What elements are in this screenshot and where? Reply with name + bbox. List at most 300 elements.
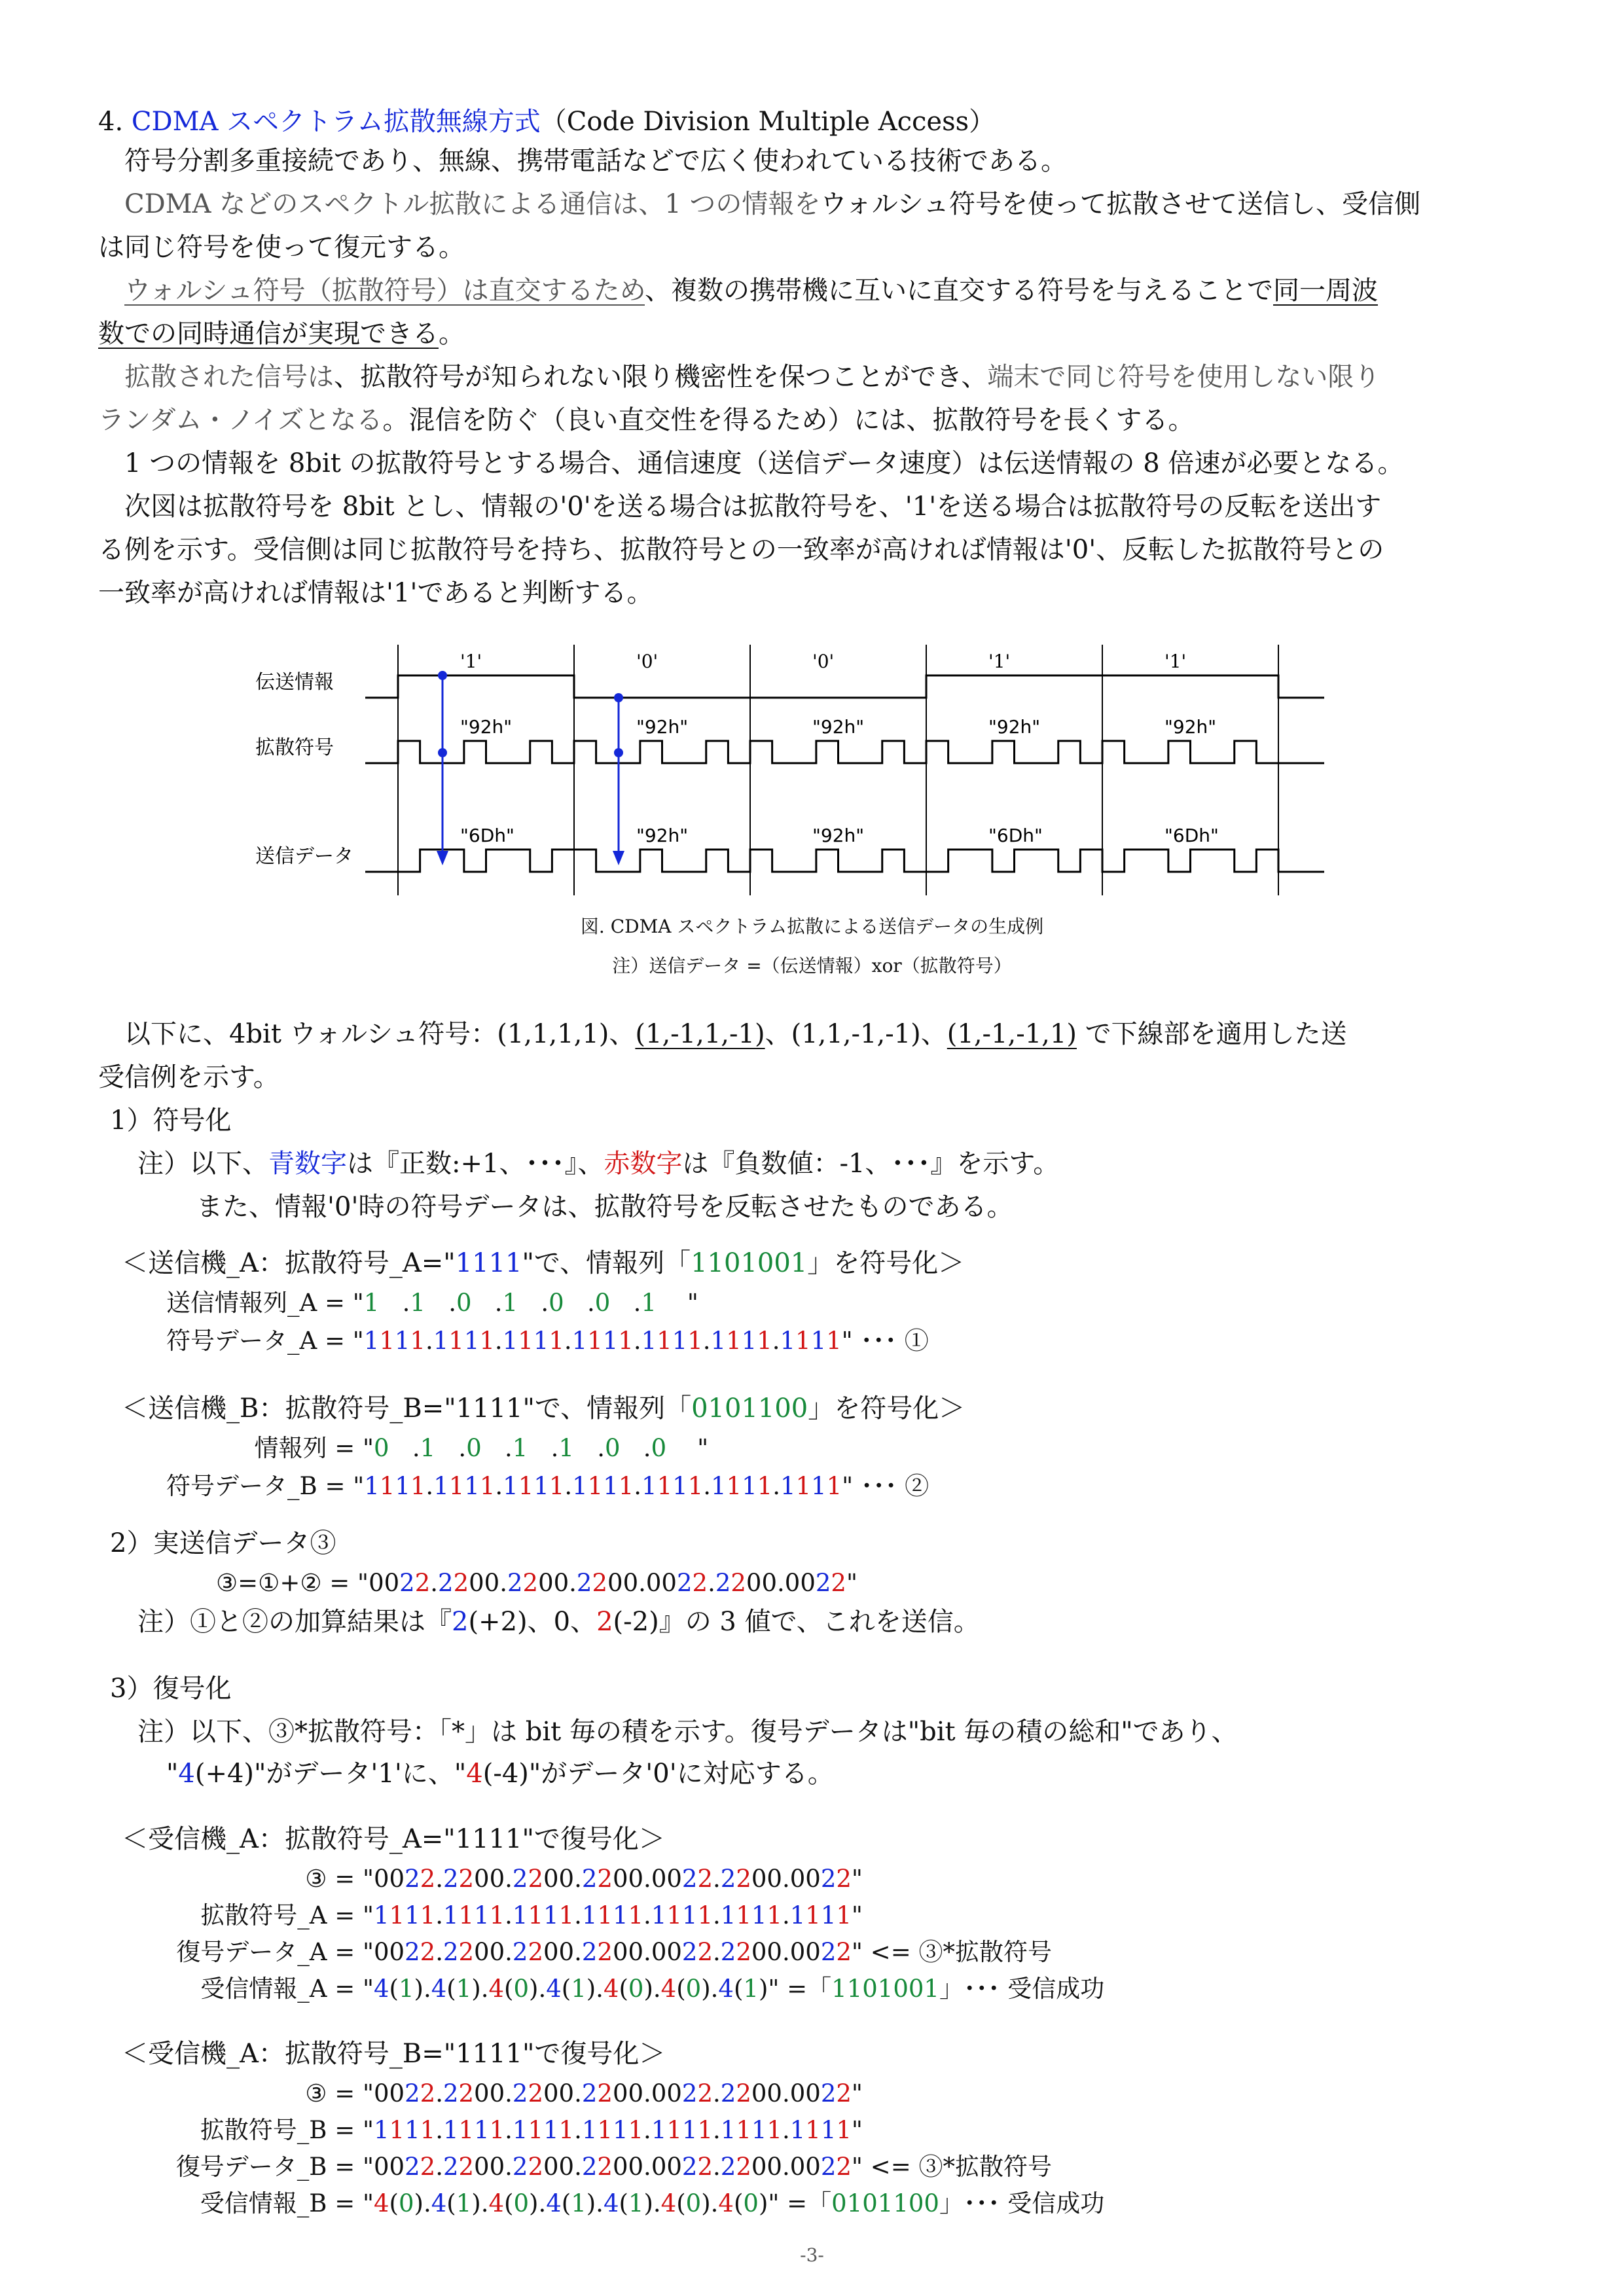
code-digit: 1 — [503, 1472, 518, 1500]
sum-digit: 2 — [820, 2079, 837, 2108]
sum-digit: 0 — [767, 1865, 782, 1893]
result-mid: " =「 — [768, 2189, 832, 2217]
s2-note — [137, 1609, 980, 1635]
sum-digit: 0 — [789, 1938, 806, 1966]
tx-a-info: 1101001 — [691, 1248, 808, 1278]
quote: " — [846, 1569, 857, 1597]
sum-digit: 0 — [484, 1569, 500, 1597]
info-bit: 1 — [410, 1289, 425, 1317]
sum-digit: 0 — [553, 1569, 569, 1597]
code-separator: . — [435, 2079, 443, 2108]
paren: ( — [446, 1975, 456, 2003]
intro-p2-part-b: ウォルシュ符号を使って拡散させて送信し、受信側 — [820, 189, 1421, 219]
result-suffix: 」･･･ 受信成功 — [939, 2189, 1105, 2217]
decoded-bit: 1 — [571, 2189, 586, 2217]
page-number: -3- — [800, 2244, 824, 2266]
info-bit: 0 — [604, 1434, 621, 1462]
sum-digit: 0 — [469, 1569, 484, 1597]
rx-a-title-a: ＜受信機_A：拡散符号_A=" — [122, 1824, 456, 1854]
paren: ( — [676, 1975, 686, 2003]
sum-value: 4 — [488, 2189, 505, 2217]
sum-digit: 2 — [692, 1569, 708, 1597]
row-label-info: 伝送情報 — [255, 671, 334, 694]
code-separator: . — [480, 1975, 489, 2003]
code-digit: 1 — [543, 2116, 559, 2144]
sum-digit: 0 — [474, 2079, 490, 2108]
decoded-bit: 1 — [398, 1975, 414, 2003]
rx-a-result-label: 受信情報_A = " — [200, 1975, 374, 2003]
code-separator: . — [574, 2116, 582, 2144]
code-group — [503, 1472, 564, 1500]
code-digit: 1 — [458, 1901, 475, 1929]
sum-digit: 0 — [651, 2079, 667, 2108]
rx-b-spread-digits: 1111 — [456, 2039, 522, 2069]
decoded-bit: 0 — [513, 2189, 529, 2217]
sum-digit: 0 — [666, 2079, 682, 2108]
s2-note-minus2: 2 — [596, 1607, 613, 1637]
code-digit: 1 — [628, 2116, 644, 2144]
code-digit: 1 — [836, 1901, 852, 1929]
sum-value: 4 — [374, 2189, 389, 2217]
code-digit: 1 — [448, 1472, 465, 1500]
sum-digit: 2 — [405, 2153, 420, 2181]
code-separator: . — [782, 1865, 790, 1893]
code-separator: . — [782, 2116, 790, 2144]
walsh-part-a: 以下に、4bit ウォルシュ符号：(1,1,1,1)、 — [124, 1019, 636, 1049]
code-digit: 1 — [697, 1901, 713, 1929]
sum-digit: 0 — [628, 1938, 644, 1966]
sum-digit: 0 — [666, 1865, 682, 1893]
code-separator: . — [643, 1938, 651, 1966]
sum-group — [374, 1938, 435, 1966]
sum-group — [513, 1938, 574, 1966]
code-digit: 1 — [657, 1327, 672, 1355]
code-separator: . — [782, 2153, 790, 2181]
rx-b-result-row — [166, 2191, 1104, 2215]
code-separator: . — [538, 2189, 547, 2217]
sum-digit: 2 — [836, 2153, 852, 2181]
tx-a-info-label: 送信情報列_A = " — [166, 1289, 364, 1317]
info-bit: 0 — [374, 1434, 389, 1462]
sum-digit: 2 — [736, 1938, 751, 1966]
code-digit: 1 — [697, 2116, 713, 2144]
code-digit: 1 — [628, 1901, 644, 1929]
intro-p4-part-c: 端末で同じ符号を使用しない限り — [987, 362, 1380, 392]
walsh-part-c: 、(1,1,-1,-1)、 — [765, 1019, 947, 1049]
sum-group — [651, 1938, 713, 1966]
s1-note-blue: 青数字 — [268, 1149, 347, 1179]
section-number: 4. — [98, 107, 124, 137]
sum-digit: 0 — [543, 2079, 559, 2108]
s3-note2 — [166, 1761, 834, 1787]
sum-value: 4 — [374, 1975, 389, 2003]
rx-a-decode-label: 復号データ_A = " — [176, 1938, 374, 1966]
code-separator: . — [777, 1569, 785, 1597]
info-bit: 1 — [512, 1434, 528, 1462]
code-separator: . — [713, 1901, 721, 1929]
code-group — [374, 2116, 435, 2144]
code-group — [641, 1472, 703, 1500]
rx-a-title — [122, 1826, 665, 1852]
code-group — [572, 1327, 634, 1355]
paren: ) — [643, 2189, 653, 2217]
s3-note2-a: " — [166, 1759, 179, 1789]
code-digit: 1 — [641, 1327, 657, 1355]
sum-digit: 2 — [420, 2079, 436, 2108]
code-digit: 1 — [820, 1901, 837, 1929]
sum-digit: 2 — [405, 1938, 420, 1966]
tx-b-info-label: 情報列 = " — [254, 1434, 374, 1462]
code-digit: 1 — [502, 1327, 518, 1355]
sum-digit: 2 — [597, 2079, 613, 2108]
code-digit: 1 — [681, 1901, 698, 1929]
tx-data-label: "6Dh" — [460, 825, 514, 846]
rx-b-signal-row — [166, 2081, 863, 2106]
tx-data-label: "6Dh" — [1164, 825, 1219, 846]
bit-separator: . — [518, 1289, 549, 1317]
rx-b-decode-label: 復号データ_B = " — [175, 2153, 374, 2181]
code-separator: . — [713, 2153, 721, 2181]
code-separator: . — [653, 2189, 661, 2217]
sum-group — [374, 2153, 435, 2181]
rx-b-signal-label: ③ = " — [305, 2079, 374, 2108]
code-digit: 1 — [651, 1901, 667, 1929]
sum-digit: 2 — [522, 1569, 539, 1597]
decoded-bit: 1 — [743, 1975, 759, 2003]
paren: ( — [504, 2189, 514, 2217]
sum-digit: 2 — [831, 1569, 846, 1597]
sum-digit: 2 — [528, 2153, 543, 2181]
rx-a-spread-digits: 1111 — [455, 1824, 522, 1854]
sum-group — [715, 1569, 777, 1597]
code-digit: 1 — [757, 1472, 773, 1500]
code-separator: . — [710, 1975, 719, 2003]
code-separator: . — [435, 1938, 443, 1966]
paren: ) — [414, 1975, 424, 2003]
s2-note-plus2: 2 — [452, 1607, 469, 1637]
code-separator: . — [495, 1472, 503, 1500]
sum-digit: 2 — [720, 2153, 736, 2181]
code-digit: 1 — [836, 2116, 852, 2144]
code-separator: . — [772, 1327, 780, 1355]
sum-value: 4 — [488, 1975, 505, 2003]
sum-digit: 0 — [612, 2079, 628, 2108]
code-group — [780, 1327, 841, 1355]
intro-p4-part-d: ランダム・ノイズとなる — [98, 405, 383, 435]
sum-digit: 2 — [399, 1569, 415, 1597]
code-digit: 1 — [489, 1901, 505, 1929]
sum-digit: 0 — [612, 1865, 628, 1893]
rx-b-spread-row — [166, 2118, 863, 2142]
info-bit: 1 — [420, 1434, 436, 1462]
code-separator: . — [435, 1865, 443, 1893]
sum-digit: 2 — [715, 1569, 731, 1597]
code-digit: 1 — [789, 1901, 806, 1929]
code-digit: 1 — [603, 1472, 619, 1500]
code-digit: 1 — [795, 1472, 812, 1500]
sum-digit: 0 — [543, 2153, 559, 2181]
info-bit-label: '1' — [460, 651, 482, 672]
result-suffix: 」･･･ 受信成功 — [939, 1975, 1105, 2003]
paren: ( — [389, 1975, 399, 2003]
code-digit: 1 — [742, 1472, 757, 1500]
code-separator: . — [574, 2153, 582, 2181]
code-digit: 1 — [736, 2116, 751, 2144]
sum-digit: 2 — [528, 1938, 543, 1966]
sum-digit: 2 — [512, 1865, 528, 1893]
code-digit: 1 — [479, 1327, 495, 1355]
sum-value: 4 — [546, 1975, 562, 2003]
code-digit: 1 — [597, 1901, 613, 1929]
code-digit: 1 — [681, 2116, 698, 2144]
sum-digit: 0 — [805, 2153, 821, 2181]
code-digit: 1 — [757, 1327, 772, 1355]
code-separator: . — [708, 1569, 715, 1597]
decoded-bit: 0 — [685, 2189, 702, 2217]
sum-digit: 2 — [528, 2079, 543, 2108]
intro-p3-part-a: ウォルシュ符号（拡散符号）は直交するため — [124, 276, 645, 306]
code-digit: 1 — [751, 2116, 767, 2144]
code-digit: 1 — [789, 2116, 806, 2144]
paren: ) — [471, 1975, 481, 2003]
code-digit: 1 — [518, 1472, 534, 1500]
decoded-bit: 1 — [456, 1975, 472, 2003]
bit-separator: . — [573, 1434, 605, 1462]
code-digit: 1 — [405, 2116, 420, 2144]
intro-p3-part-c: 同一周波 — [1273, 276, 1378, 306]
code-digit: 1 — [572, 1472, 588, 1500]
code-digit: 1 — [666, 1901, 682, 1929]
info-bit-label: '1' — [1164, 651, 1187, 672]
info-bit: 0 — [456, 1289, 472, 1317]
code-digit: 1 — [420, 2116, 436, 2144]
sum-digit: 2 — [405, 1865, 420, 1893]
code-digit: 1 — [374, 2116, 389, 2144]
code-digit: 1 — [602, 1327, 619, 1355]
sum-group — [577, 1569, 638, 1597]
code-separator: . — [710, 2189, 719, 2217]
paren: ) — [414, 2189, 424, 2217]
sum-digit: 0 — [543, 1865, 559, 1893]
sum-group — [443, 2153, 505, 2181]
code-separator: . — [643, 1865, 651, 1893]
code-digit: 1 — [587, 1472, 604, 1500]
sum-group — [438, 1569, 499, 1597]
code-separator: . — [638, 1569, 646, 1597]
sum-digit: 2 — [815, 1569, 831, 1597]
tx-b-spread-digits: 1111 — [456, 1393, 523, 1424]
sum-digit: 2 — [420, 2153, 436, 2181]
tx-a-title — [122, 1250, 964, 1276]
code-separator: . — [713, 2116, 721, 2144]
code-digit: 1 — [433, 1327, 449, 1355]
code-digit: 1 — [751, 1901, 767, 1929]
code-separator: . — [423, 2189, 431, 2217]
sum-digit: 2 — [681, 1938, 698, 1966]
sum-digit: 2 — [405, 2079, 420, 2108]
paren: ) — [586, 2189, 596, 2217]
tx-data-label: "92h" — [812, 825, 865, 846]
code-digit: 1 — [474, 1901, 490, 1929]
paren: ) — [529, 1975, 539, 2003]
sum-digit: 2 — [581, 2079, 598, 2108]
sum-digit: 0 — [789, 2153, 806, 2181]
walsh-code-2: (1,-1,1,-1) — [635, 1019, 765, 1049]
s3-note2-b: (+4)"がデータ'1'に、" — [194, 1759, 467, 1789]
tx-data-label: "92h" — [636, 825, 689, 846]
code-separator: . — [782, 1938, 790, 1966]
sum-digit: 2 — [442, 1938, 459, 1966]
code-separator: . — [596, 1975, 604, 2003]
info-bit: 1 — [558, 1434, 574, 1462]
code-digit: 1 — [533, 1327, 549, 1355]
paren: ( — [676, 2189, 686, 2217]
code-digit: 1 — [767, 1901, 782, 1929]
code-group — [790, 1901, 852, 1929]
xor-arrow-head — [437, 851, 448, 865]
sum-digit: 0 — [612, 1938, 628, 1966]
bit-separator: . — [564, 1289, 595, 1317]
intro-p3-part-e: 。 — [439, 319, 465, 349]
sum-value: 4 — [546, 2189, 562, 2217]
code-separator: . — [782, 2079, 790, 2108]
paren: ( — [619, 2189, 628, 2217]
bit-separator: . — [435, 1434, 467, 1462]
sum-value: 4 — [660, 1975, 677, 2003]
sum-digit: 2 — [592, 1569, 608, 1597]
sum-digit: 0 — [374, 2079, 389, 2108]
sum-digit: 0 — [489, 2079, 505, 2108]
sum-digit: 2 — [442, 2153, 459, 2181]
info-bit-label: '1' — [988, 651, 1011, 672]
sum-digit: 0 — [628, 1865, 644, 1893]
sum-digit: 2 — [512, 2079, 528, 2108]
sum-digit: 2 — [820, 1938, 837, 1966]
sum-group — [721, 2079, 782, 2108]
quote: " — [656, 1289, 698, 1317]
sum-digit: 0 — [746, 1569, 762, 1597]
rx-b-decode-row — [166, 2155, 1052, 2179]
code-group — [721, 2116, 782, 2144]
sum-value: 4 — [718, 1975, 734, 2003]
sum-digit: 0 — [607, 1569, 623, 1597]
code-digit: 1 — [571, 1327, 588, 1355]
sum-digit: 2 — [528, 1865, 543, 1893]
code-separator: . — [643, 2116, 651, 2144]
walsh-line1 — [124, 1021, 1347, 1047]
sum-group — [443, 1938, 505, 1966]
code-group — [582, 1901, 643, 1929]
code-digit: 1 — [687, 1327, 703, 1355]
decoded-bit: 0 — [628, 1975, 644, 2003]
figure-caption: 図. CDMA スペクトラム拡散による送信データの生成例 — [580, 916, 1044, 937]
sum-digit: 0 — [645, 1569, 662, 1597]
info-bit: 1 — [502, 1289, 518, 1317]
sum-digit: 2 — [731, 1569, 746, 1597]
code-digit: 1 — [363, 1327, 380, 1355]
code-group — [711, 1327, 772, 1355]
code-group — [582, 2116, 643, 2144]
sum-value: 4 — [660, 2189, 677, 2217]
code-separator: . — [643, 1901, 651, 1929]
sum-digit: 0 — [623, 1569, 639, 1597]
code-digit: 1 — [581, 2116, 598, 2144]
paren: ( — [561, 2189, 571, 2217]
code-digit: 1 — [651, 2116, 667, 2144]
cdma-timing-diagram — [0, 0, 1624, 995]
tx-b-title-a: ＜送信機_B：拡散符号_B=" — [122, 1393, 456, 1424]
code-digit: 1 — [458, 2116, 475, 2144]
walsh-code-4: (1,-1,-1,1) — [947, 1019, 1077, 1049]
code-digit: 1 — [420, 1901, 436, 1929]
rx-b-spread-label: 拡散符号_B = " — [200, 2116, 374, 2144]
tx-b-title-b: "で、情報列「 — [522, 1393, 692, 1424]
sum-group — [507, 1569, 569, 1597]
code-digit: 1 — [587, 1327, 603, 1355]
sum-digit: 2 — [697, 1865, 713, 1893]
code-separator: . — [564, 1472, 573, 1500]
code-digit: 1 — [736, 1901, 751, 1929]
intro-p6-line2: る例を示す。受信側は同じ拡散符号を持ち、拡散符号との一致率が高ければ情報は'0'、反転した拡散符号との — [98, 535, 1384, 565]
code-digit: 1 — [795, 1327, 811, 1355]
sum-value: 4 — [603, 1975, 619, 2003]
intro-p3-part-b: 、複数の携帯機に互いに直交する符号を与えることで — [645, 276, 1273, 306]
result-bits: 0101100 — [831, 2189, 939, 2217]
paren: ( — [733, 1975, 744, 2003]
code-digit: 1 — [657, 1472, 673, 1500]
code-separator: . — [653, 1975, 661, 2003]
bit-separator: . — [389, 1434, 420, 1462]
sum-digit: 2 — [820, 1865, 837, 1893]
code-group — [433, 1472, 495, 1500]
sum-digit: 0 — [489, 1938, 505, 1966]
row-label-spread: 拡散符号 — [255, 736, 334, 759]
paren: ) — [471, 2189, 481, 2217]
code-separator: . — [713, 2079, 721, 2108]
paren: ) — [643, 1975, 653, 2003]
code-group — [443, 2116, 505, 2144]
paren: ( — [733, 2189, 744, 2217]
sum-digit: 2 — [836, 1865, 852, 1893]
sum-digit: 2 — [681, 2079, 698, 2108]
spread-code-label: "92h" — [988, 716, 1041, 738]
sum-digit: 0 — [751, 1938, 767, 1966]
code-digit: 1 — [558, 1901, 575, 1929]
sum-digit: 0 — [374, 1938, 389, 1966]
s3-note2-minus4: 4 — [466, 1759, 483, 1789]
intro-p4-part-b: 、拡散符号が知られない限り機密性を保つことができ、 — [334, 362, 988, 392]
tx-a-spread-digits: 1111 — [455, 1248, 522, 1278]
info-bit: 0 — [594, 1289, 611, 1317]
paren: ( — [561, 1975, 571, 2003]
tx-b-info-row — [166, 1436, 708, 1460]
sum-group — [790, 1865, 852, 1893]
code-digit: 1 — [805, 1901, 821, 1929]
sum-digit: 2 — [676, 1569, 693, 1597]
decoded-bit: 1 — [628, 2189, 644, 2217]
spread-code-label: "92h" — [812, 716, 865, 738]
sum-digit: 2 — [458, 1938, 475, 1966]
intro-p3-part-d: 数での同時通信が実現できる — [98, 319, 439, 349]
paren: ( — [504, 1975, 514, 2003]
sum-digit: 0 — [474, 1865, 490, 1893]
code-separator: . — [643, 2079, 651, 2108]
sum-group — [646, 1569, 708, 1597]
code-digit: 1 — [741, 1327, 757, 1355]
quote: " — [851, 1865, 863, 1893]
sum-value: 4 — [431, 1975, 447, 2003]
code-digit: 1 — [379, 1327, 395, 1355]
